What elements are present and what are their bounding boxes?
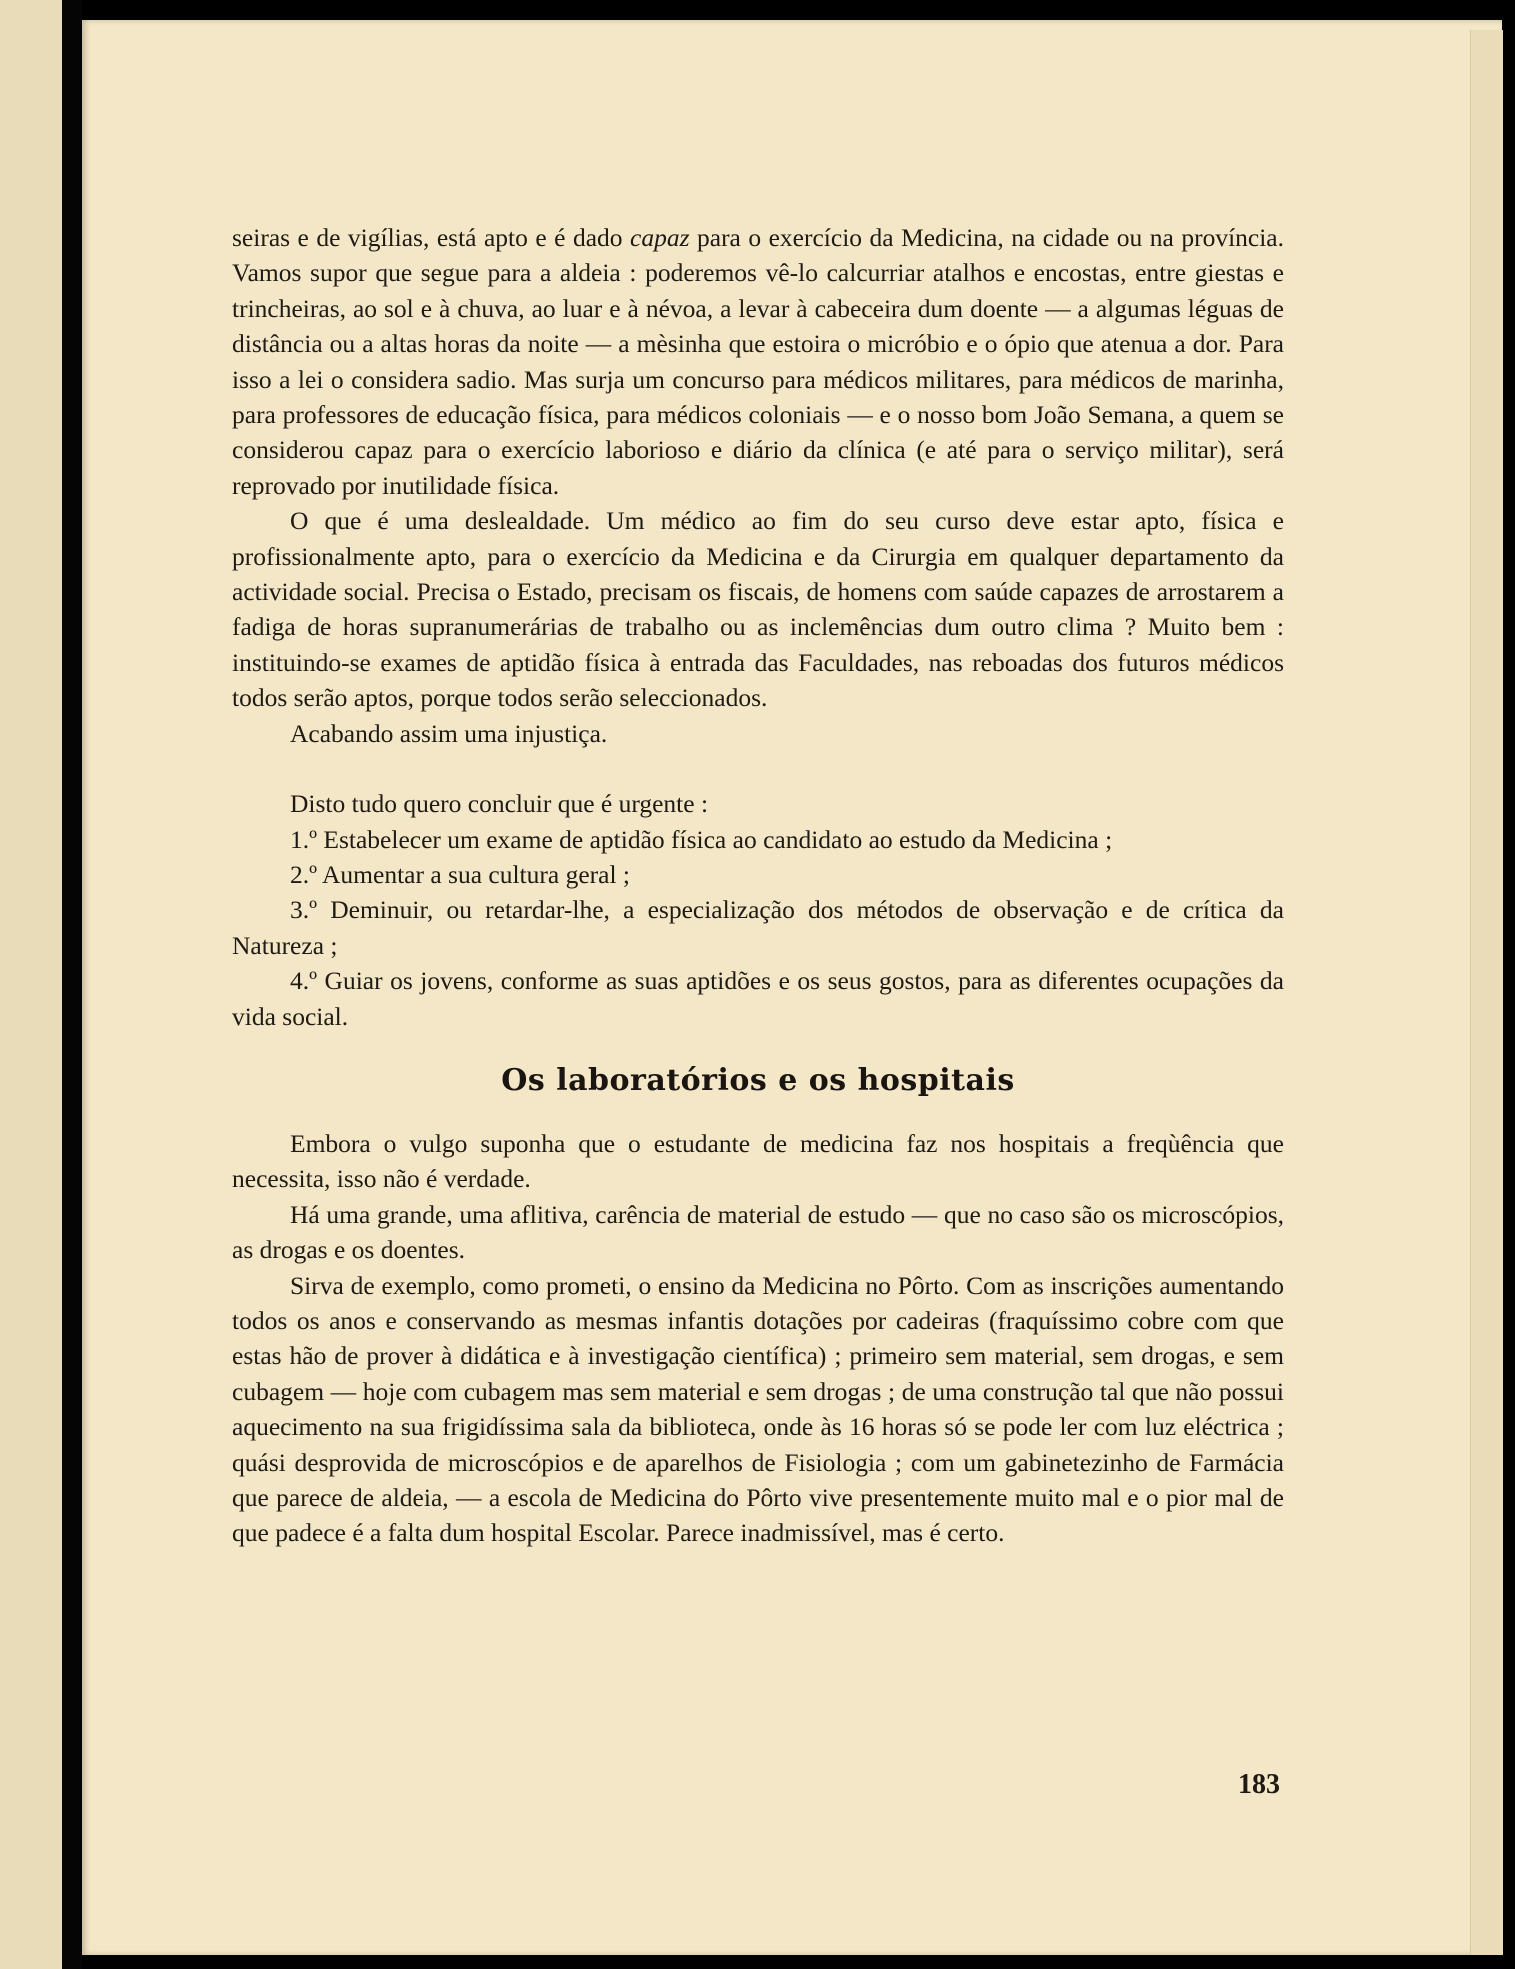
paragraph: Há uma grande, uma aflitiva, carência de material de estudo — que no caso são os microscópios, as drogas e os doentes. — [232, 1199, 1284, 1265]
list-item: 4.º Guiar os jovens, conforme as suas aptidões e os seus gostos, para as diferentes ocupações da vida social. — [232, 966, 1284, 1031]
page-stack-edge — [1470, 30, 1503, 1955]
list-item: 3.º Deminuir, ou retardar-lhe, a especialização dos métodos de observação e de crítica da Natureza ; — [232, 895, 1284, 960]
text-run: para o exercício da Medicina, na cidade ou na província. Vamos supor que segue para a aldeia : poderemos vê-lo calcurriar atalhos e encostas, entre giestas e trincheiras, ao sol e à chuva, ao luar e à névoa, a levar à cabeceira dum doente — a algumas léguas de distância ou a altas horas da noite — a mèsinha que estoira o micróbio e o ópio que atenua a dor. Para isso a lei o considera sadio. Mas surja um concurso para médicos militares, para médicos de marinha, para professores de educação física, para médicos coloniais — e o nosso bom João Semana, a quem se considerou capaz para o exercício laborioso e diário da clínica (e até para o serviço militar), será reprovado por inutilidade física. — [232, 223, 1285, 500]
list-item: 2.º Aumentar a sua cultura geral ; — [290, 859, 630, 889]
paragraph: Embora o vulgo suponha que o estudante de medicina faz nos hospitais a freqùência que necessita, isso não é verdade. — [232, 1128, 1284, 1194]
previous-page-edge — [0, 0, 62, 1969]
paragraph-continuation — [232, 220, 1284, 503]
text-run: seiras e de vigílias, está apto e é dado — [232, 223, 631, 252]
text-run-italic: capaz — [630, 223, 690, 252]
paragraph: Sirva de exemplo, como prometi, o ensino da Medicina no Pôrto. Com as inscrições aumentando todos os anos e conservando as mesmas infantis dotações por cadeiras (fraquíssimo cobre com que estas hão de prover à didática e à investigação científica) ; primeiro sem material, sem drogas, e sem cubagem — hoje com cubagem mas sem material e sem drogas ; de uma construção tal que não possui aquecimento na sua frigidíssima sala da biblioteca, onde às 16 horas só se pode ler com luz eléctrica ; quási desprovida de microscópios e de aparelhos de Fisiologia ; com um gabinetezinho de Farmácia que parece de aldeia, — a escola de Medicina do Pôrto vive presentemente muito mal e o pior mal de que padece é a falta dum hospital Escolar. Parece inadmissível, mas é certo. — [232, 1270, 1284, 1548]
paragraph: Disto tudo quero concluir que é urgente : — [290, 789, 709, 819]
book-spine-shadow — [62, 0, 82, 1969]
page-number: 183 — [1238, 1769, 1280, 1800]
body-text — [232, 220, 1284, 1551]
paragraph: Acabando assim uma injustiça. — [290, 718, 608, 748]
section-heading: Os laboratórios e os hospitais — [501, 1062, 1015, 1098]
paragraph: O que é uma deslealdade. Um médico ao fim do seu curso deve estar apto, física e profissionalmente apto, para o exercício da Medicina e da Cirurgia em qualquer departamento da actividade social. Precisa o Estado, precisam os fiscais, de homens com saúde capazes de arrostarem a fadiga de horas supranumerárias de trabalho ou as inclemências dum outro clima ? Muito bem : instituindo-se exames de aptidão física à entrada das Faculdades, nas reboadas dos futuros médicos todos serão aptos, porque todos serão seleccionados. — [232, 506, 1284, 713]
list-item: 1.º Estabelecer um exame de aptidão física ao candidato ao estudo da Medicina ; — [290, 824, 1113, 854]
